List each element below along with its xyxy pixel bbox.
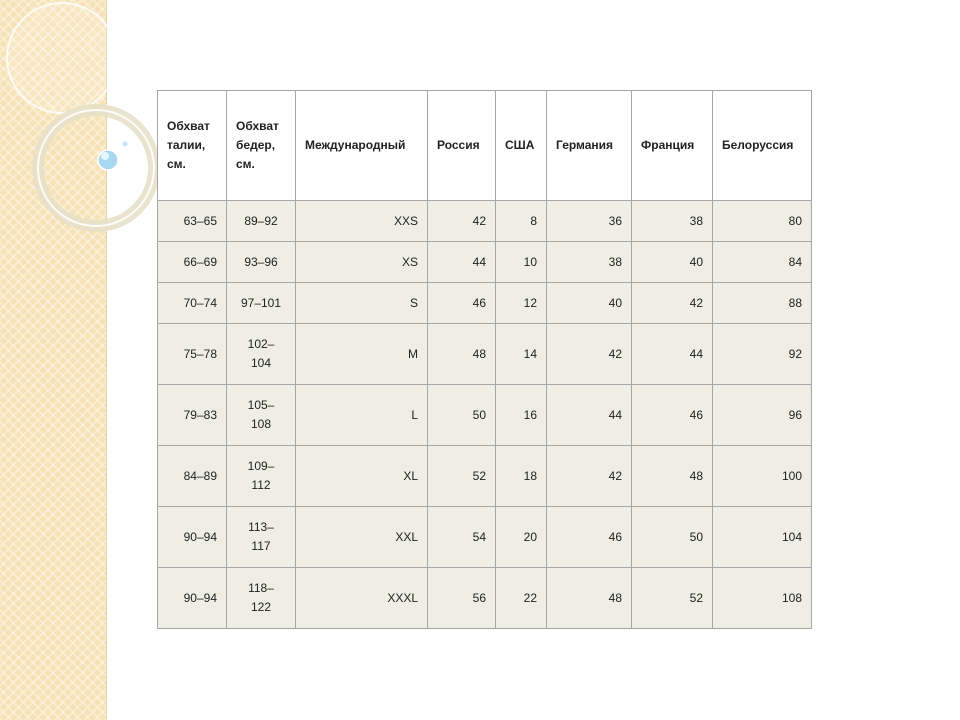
cell-usa: 16 (496, 385, 547, 446)
table-header-row (158, 91, 812, 201)
cell-hips-line1: 109– (247, 459, 275, 473)
cell-russia: 54 (428, 507, 496, 568)
cell-hips-line2: 104 (250, 356, 272, 370)
cell-hips (227, 568, 296, 629)
cell-russia: 46 (428, 283, 496, 324)
header-belarus: Белоруссия (713, 91, 812, 201)
cell-hips-line2: 117 (251, 539, 271, 553)
cell-hips (227, 242, 296, 283)
table-row (158, 507, 812, 568)
cell-germany: 44 (547, 385, 632, 446)
cell-international: XXXL (296, 568, 428, 629)
table-row (158, 385, 812, 446)
cell-waist: 90–94 (158, 507, 227, 568)
cell-hips-line1: 118– (248, 581, 274, 595)
cell-russia: 56 (428, 568, 496, 629)
cell-international: M (296, 324, 428, 385)
table-row (158, 201, 812, 242)
cell-waist: 84–89 (158, 446, 227, 507)
header-international: Международный (296, 91, 428, 201)
cell-hips-line1: 113– (248, 520, 274, 534)
header-france: Франция (632, 91, 713, 201)
cell-hips-line1: 97–101 (240, 295, 282, 310)
cell-international: S (296, 283, 428, 324)
cell-hips (227, 385, 296, 446)
cell-hips (227, 507, 296, 568)
cell-waist: 63–65 (158, 201, 227, 242)
cell-russia: 52 (428, 446, 496, 507)
cell-belarus: 108 (713, 568, 812, 629)
size-chart-table (157, 90, 812, 629)
cell-waist: 75–78 (158, 324, 227, 385)
cell-usa: 12 (496, 283, 547, 324)
cell-hips (227, 283, 296, 324)
cell-hips-line2: 112 (251, 478, 271, 492)
cell-france: 52 (632, 568, 713, 629)
cell-belarus: 100 (713, 446, 812, 507)
cell-international: XL (296, 446, 428, 507)
cell-germany: 40 (547, 283, 632, 324)
cell-france: 40 (632, 242, 713, 283)
cell-belarus: 104 (713, 507, 812, 568)
header-hips: Обхват бедер, см. (227, 91, 296, 201)
cell-usa: 18 (496, 446, 547, 507)
cell-usa: 10 (496, 242, 547, 283)
cell-belarus: 80 (713, 201, 812, 242)
table-row (158, 568, 812, 629)
cell-russia: 42 (428, 201, 496, 242)
cell-france: 46 (632, 385, 713, 446)
cell-russia: 48 (428, 324, 496, 385)
cell-russia: 50 (428, 385, 496, 446)
table-row (158, 324, 812, 385)
header-russia: Россия (428, 91, 496, 201)
cell-belarus: 88 (713, 283, 812, 324)
cell-hips (227, 201, 296, 242)
cell-usa: 20 (496, 507, 547, 568)
header-germany: Германия (547, 91, 632, 201)
cell-usa: 22 (496, 568, 547, 629)
table-row (158, 446, 812, 507)
cell-international: XXL (296, 507, 428, 568)
cell-waist: 79–83 (158, 385, 227, 446)
cell-hips-line2: 108 (250, 417, 272, 431)
cell-hips-line1: 93–96 (244, 254, 278, 269)
cell-germany: 46 (547, 507, 632, 568)
cell-international: L (296, 385, 428, 446)
cell-hips-line1: 102– (247, 337, 275, 351)
cell-hips-line1: 105– (247, 398, 275, 412)
cell-germany: 36 (547, 201, 632, 242)
cell-france: 44 (632, 324, 713, 385)
header-waist: Обхват талии, см. (158, 91, 227, 201)
cell-belarus: 96 (713, 385, 812, 446)
cell-france: 42 (632, 283, 713, 324)
cell-germany: 42 (547, 324, 632, 385)
cell-usa: 8 (496, 201, 547, 242)
cell-belarus: 84 (713, 242, 812, 283)
cell-russia: 44 (428, 242, 496, 283)
cell-france: 48 (632, 446, 713, 507)
cell-international: XS (296, 242, 428, 283)
cell-waist: 66–69 (158, 242, 227, 283)
cell-germany: 42 (547, 446, 632, 507)
table-row (158, 242, 812, 283)
cell-hips (227, 324, 296, 385)
cell-usa: 14 (496, 324, 547, 385)
cell-hips-line1: 89–92 (244, 213, 278, 228)
header-usa: США (496, 91, 547, 201)
cell-international: XXS (296, 201, 428, 242)
cell-hips-line2: 122 (250, 600, 272, 614)
cell-belarus: 92 (713, 324, 812, 385)
cell-france: 50 (632, 507, 713, 568)
table-row (158, 283, 812, 324)
cell-germany: 38 (547, 242, 632, 283)
cell-hips (227, 446, 296, 507)
cell-waist: 90–94 (158, 568, 227, 629)
cell-waist: 70–74 (158, 283, 227, 324)
cell-france: 38 (632, 201, 713, 242)
cell-germany: 48 (547, 568, 632, 629)
decorative-rings (0, 0, 140, 240)
